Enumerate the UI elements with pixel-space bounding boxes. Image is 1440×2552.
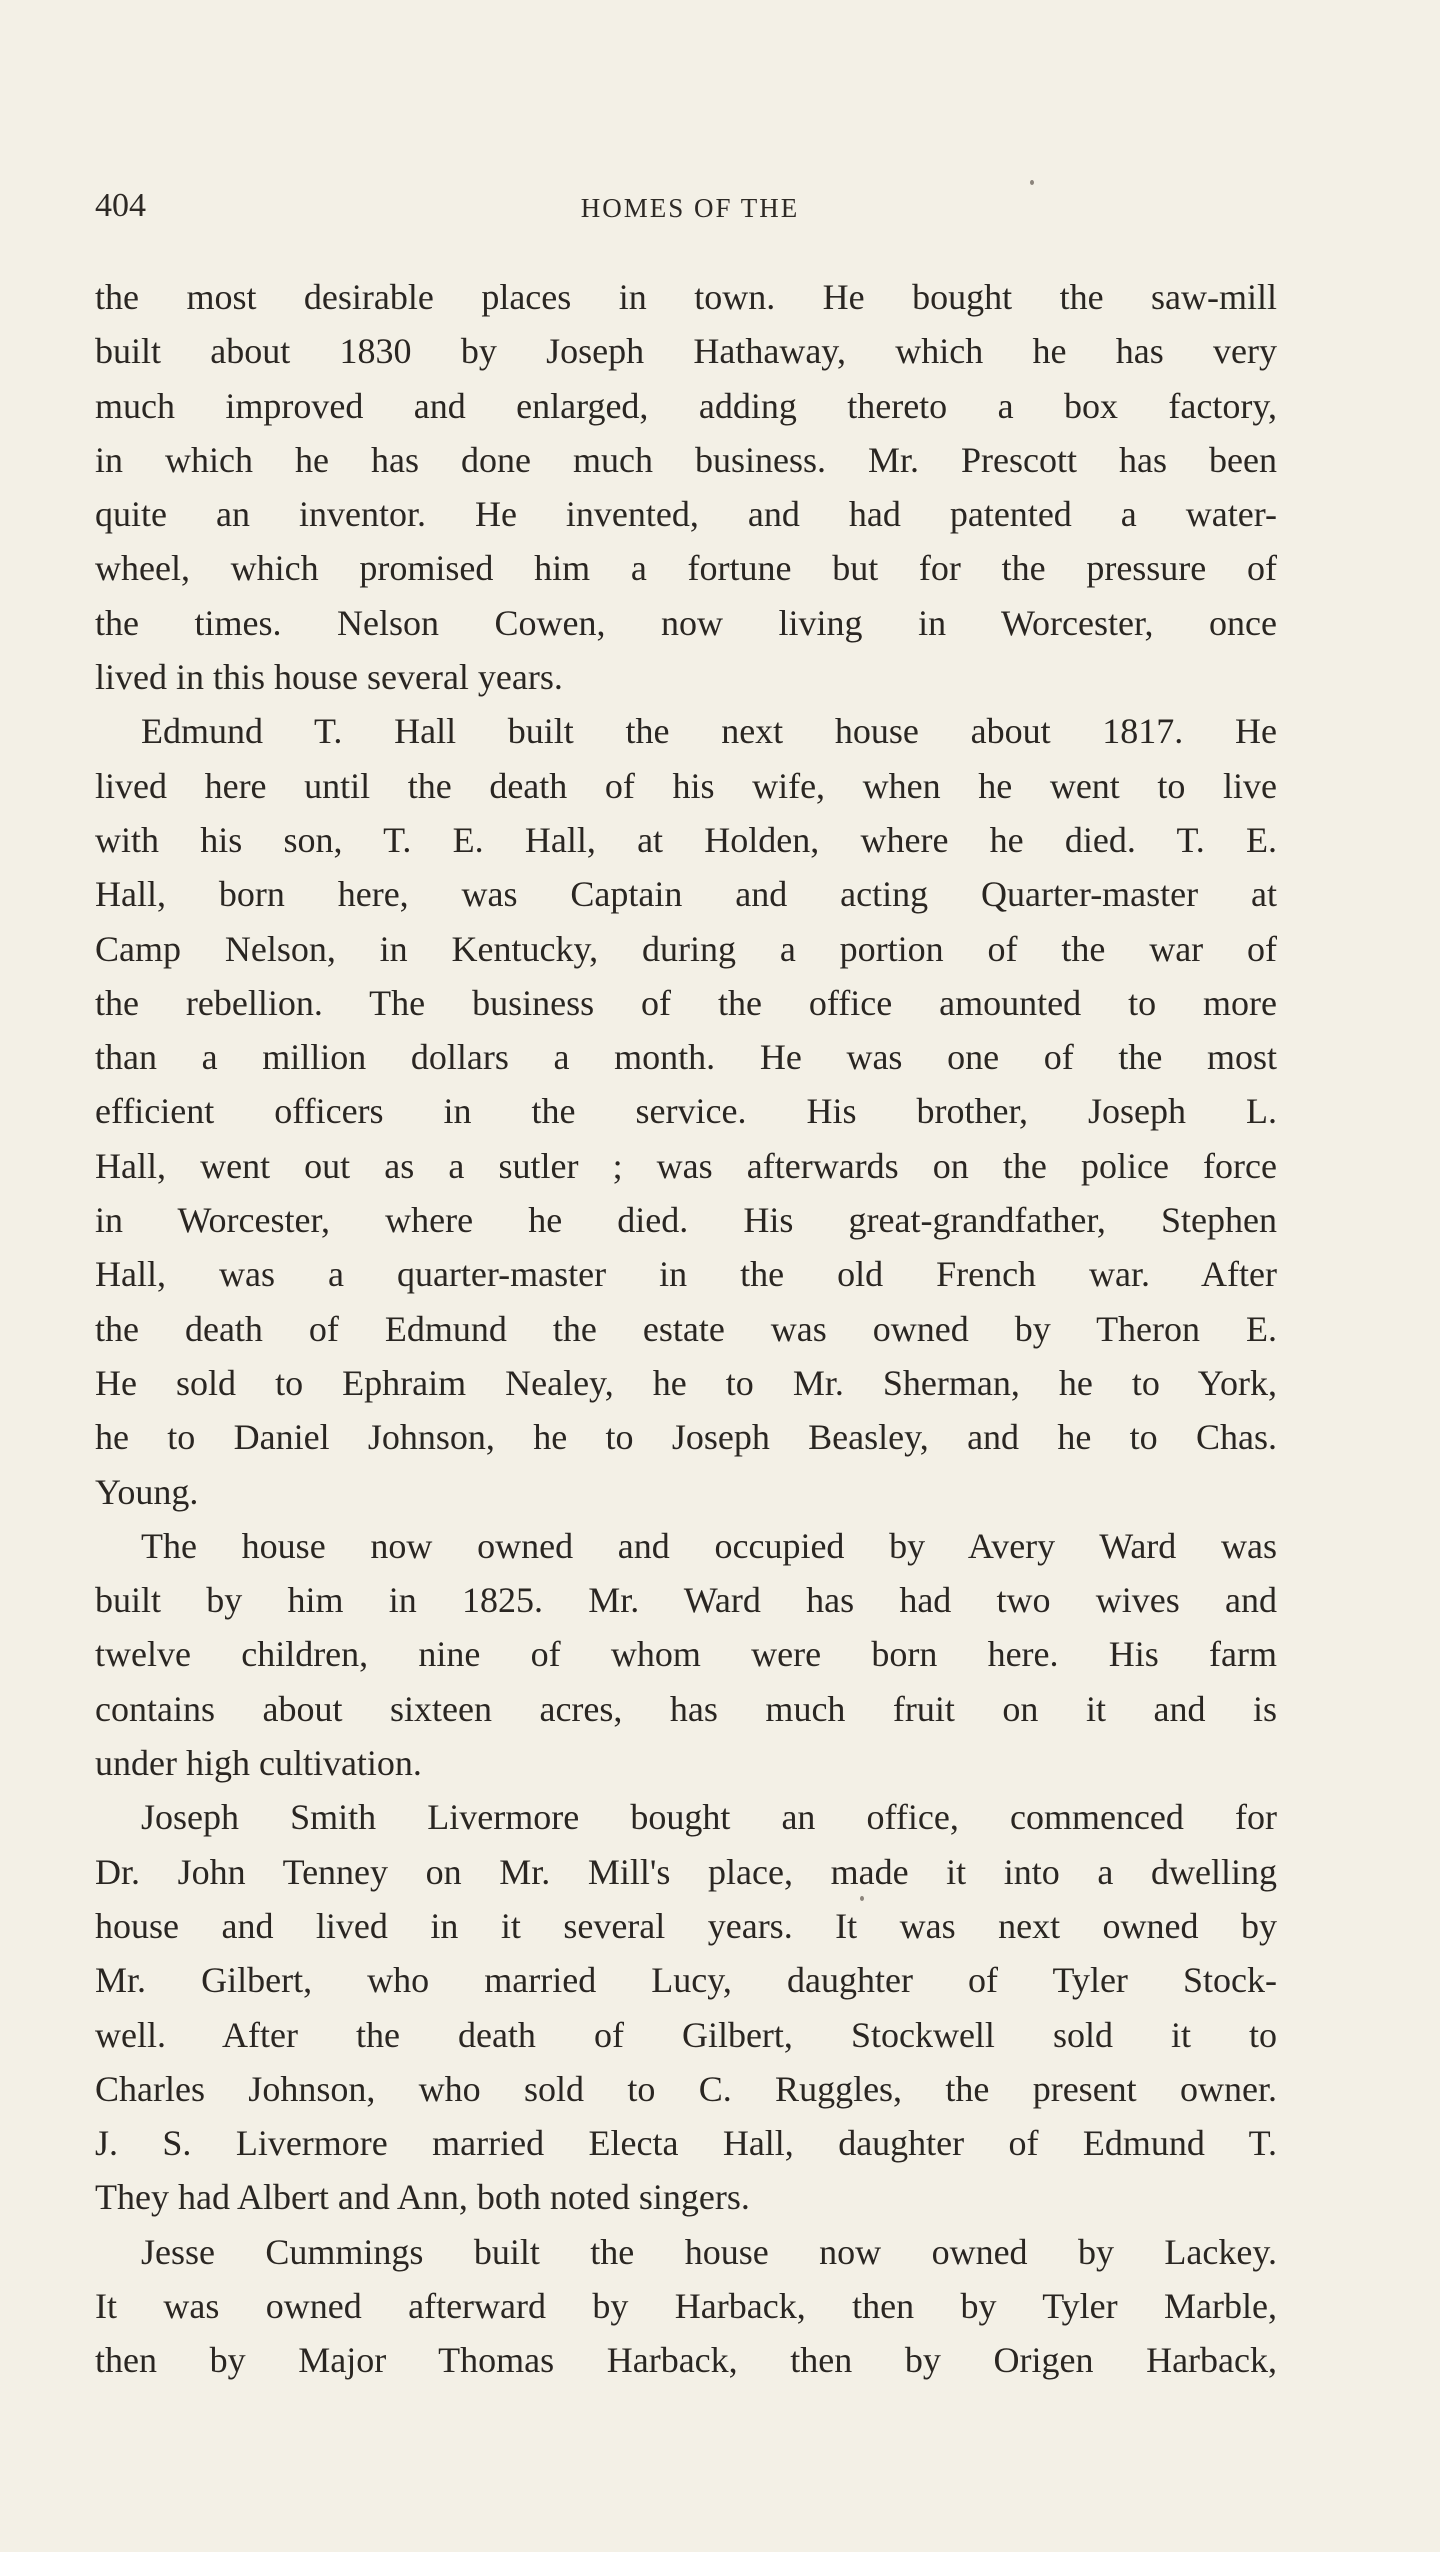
paragraph xyxy=(95,270,1277,704)
text-line: contains about sixteen acres, has much fruit on it and is xyxy=(95,1688,1277,1729)
text-line: It was owned afterward by Harback, then by Tyler Marble, xyxy=(95,2285,1277,2326)
text-line: well. After the death of Gilbert, Stockwell sold it to xyxy=(95,2014,1277,2055)
text-line: Jesse Cummings built the house now owned by Lackey. xyxy=(141,2231,1277,2272)
text-line: under high cultivation. xyxy=(95,1743,422,1784)
text-line: The house now owned and occupied by Avery Ward was xyxy=(141,1525,1277,1566)
text-line: They had Albert and Ann, both noted singers. xyxy=(95,2177,750,2218)
paragraph xyxy=(95,1519,1277,1790)
text-line: Dr. John Tenney on Mr. Mill's place, made it into a dwelling xyxy=(95,1851,1277,1892)
text-line: quite an inventor. He invented, and had patented a water- xyxy=(95,494,1277,535)
page-header xyxy=(95,186,1285,226)
text-line: lived in this house several years. xyxy=(95,657,563,698)
paper-speck xyxy=(860,1896,864,1901)
body-text xyxy=(95,270,1277,2388)
text-line: the rebellion. The business of the office amounted to more xyxy=(95,982,1277,1023)
text-line: Mr. Gilbert, who married Lucy, daughter of Tyler Stock- xyxy=(95,1960,1277,2001)
text-line: the times. Nelson Cowen, now living in Worcester, once xyxy=(95,602,1277,643)
text-line: Hall, was a quarter-master in the old French war. After xyxy=(95,1254,1277,1295)
page-number: 404 xyxy=(95,187,146,224)
text-line: efficient officers in the service. His brother, Joseph L. xyxy=(95,1091,1277,1132)
text-line: lived here until the death of his wife, when he went to live xyxy=(95,765,1277,806)
text-line: house and lived in it several years. It was next owned by xyxy=(95,1905,1277,1946)
text-line: J. S. Livermore married Electa Hall, daughter of Edmund T. xyxy=(95,2123,1277,2164)
text-line: in which he has done much business. Mr. Prescott has been xyxy=(95,439,1277,480)
paragraph xyxy=(95,2225,1277,2388)
text-line: the most desirable places in town. He bought the saw-mill xyxy=(95,277,1277,317)
text-line: Camp Nelson, in Kentucky, during a portion of the war of xyxy=(95,928,1277,969)
text-line: Hall, born here, was Captain and acting Quarter-master at xyxy=(95,874,1277,915)
text-line: twelve children, nine of whom were born here. His farm xyxy=(95,1634,1277,1675)
paragraph xyxy=(95,1790,1277,2224)
text-line: with his son, T. E. Hall, at Holden, where he died. T. E. xyxy=(95,819,1277,860)
text-line: the death of Edmund the estate was owned by Theron E. xyxy=(95,1308,1277,1349)
text-line: then by Major Thomas Harback, then by Origen Harback, xyxy=(95,2340,1277,2381)
text-line: Hall, went out as a sutler ; was afterwards on the police force xyxy=(95,1145,1277,1186)
text-line: in Worcester, where he died. His great-grandfather, Stephen xyxy=(95,1200,1277,1241)
paper-speck xyxy=(1030,180,1034,185)
text-line: built by him in 1825. Mr. Ward has had two wives and xyxy=(95,1580,1277,1621)
text-line: Young. xyxy=(95,1471,199,1512)
text-line: He sold to Ephraim Nealey, he to Mr. Sherman, he to York, xyxy=(95,1362,1277,1403)
text-line: Edmund T. Hall built the next house about 1817. He xyxy=(141,711,1277,752)
text-line: Joseph Smith Livermore bought an office, commenced for xyxy=(141,1797,1277,1838)
text-line: he to Daniel Johnson, he to Joseph Beasley, and he to Chas. xyxy=(95,1417,1277,1458)
text-line: than a million dollars a month. He was one of the most xyxy=(95,1037,1277,1078)
text-line: built about 1830 by Joseph Hathaway, which he has very xyxy=(95,331,1277,372)
text-line: Charles Johnson, who sold to C. Ruggles, the present owner. xyxy=(95,2068,1277,2109)
paragraph xyxy=(95,704,1277,1518)
running-head: HOMES OF THE xyxy=(580,193,800,223)
text-line: wheel, which promised him a fortune but for the pressure of xyxy=(95,548,1277,589)
text-line: much improved and enlarged, adding thereto a box factory, xyxy=(95,385,1277,426)
